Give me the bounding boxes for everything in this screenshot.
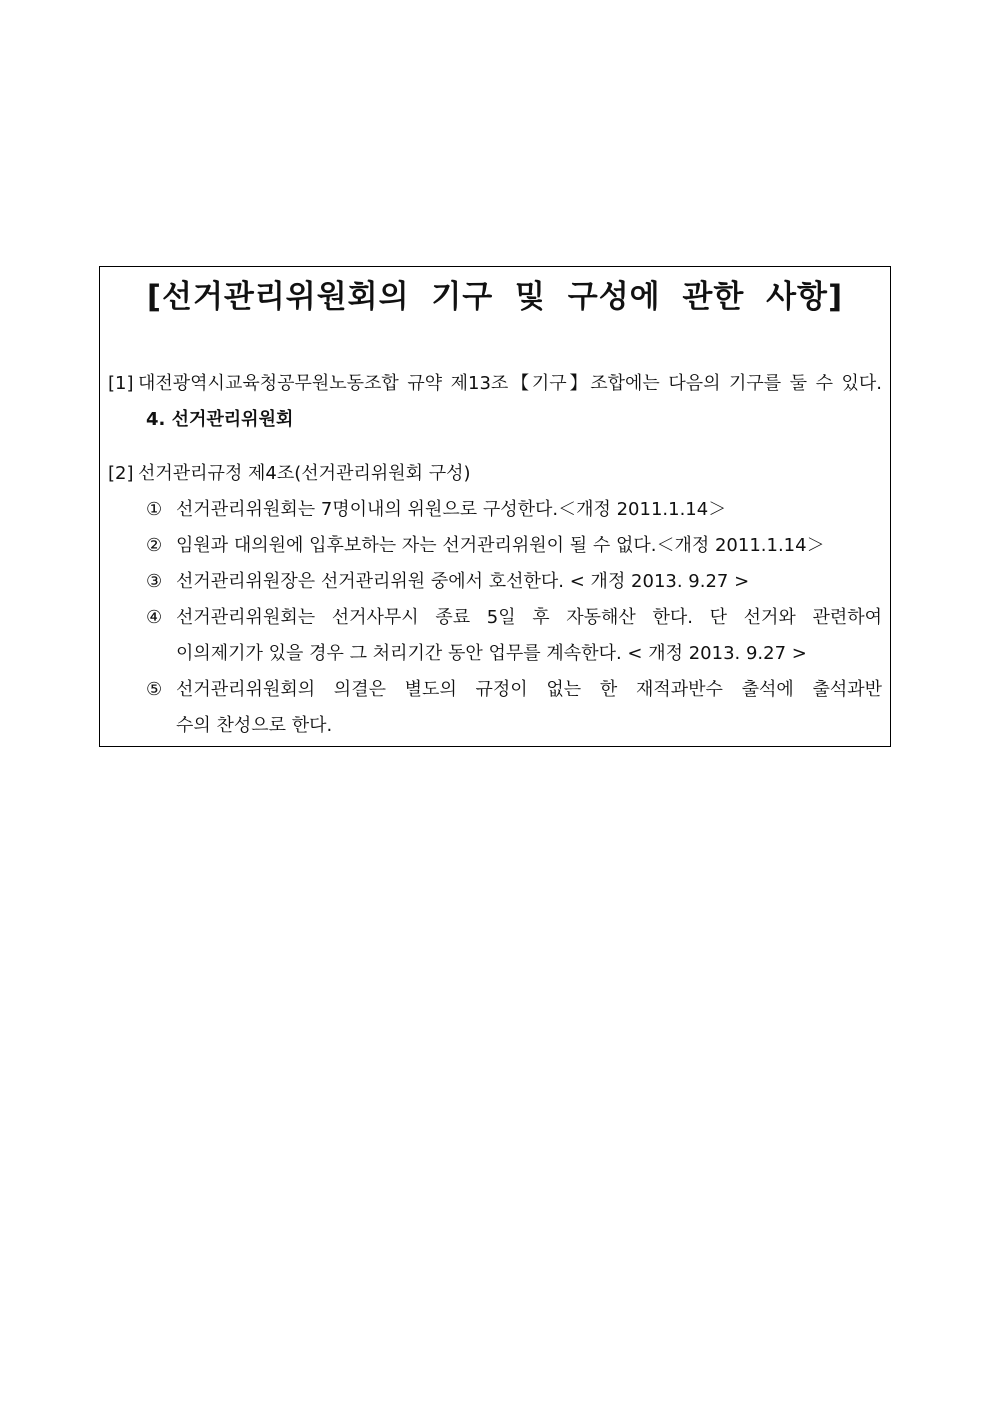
item-1-marker: ① (146, 499, 163, 520)
section-1-marker: [1] (108, 373, 134, 394)
item-3-line-1: 선거관리위원장은 선거관리위원 중에서 호선한다. < 개정 2013. 9.27 > (176, 571, 750, 592)
document-title: [선거관리위원회의 기구 및 구성에 관한 사항] (146, 279, 844, 315)
item-5-line-1: 선거관리위원회의 의결은 별도의 규정이 없는 한 재적과반수 출석에 출석과반 (176, 679, 882, 700)
item-2-marker: ② (146, 535, 163, 556)
item-4-line-1: 선거관리위원회는 선거사무시 종료 5일 후 자동해산 한다. 단 선거와 관련하여 (176, 607, 882, 628)
section-2-marker: [2] (108, 463, 134, 484)
section-2-text: 선거관리규정 제4조(선거관리위원회 구성) (138, 463, 471, 484)
item-3-marker: ③ (146, 571, 163, 592)
item-5-marker: ⑤ (146, 679, 163, 700)
item-5-line-2: 수의 찬성으로 한다. (176, 715, 333, 736)
item-2-line-1: 임원과 대의원에 입후보하는 자는 선거관리위원이 될 수 없다.＜개정 2011.1.14＞ (176, 535, 825, 556)
section-1-text: 대전광역시교육청공무원노동조합 규약 제13조【기구】조합에는 다음의 기구를 둘 수 있다. (138, 373, 882, 394)
item-1-line-1: 선거관리위원회는 7명이내의 위원으로 구성한다.＜개정 2011.1.14＞ (176, 499, 727, 520)
document-box (99, 266, 891, 747)
item-4-marker: ④ (146, 607, 163, 628)
section-1-item: 4. 선거관리위원회 (146, 409, 294, 430)
item-4-line-2: 이의제기가 있을 경우 그 처리기간 동안 업무를 계속한다. < 개정 2013. 9.27 > (176, 643, 807, 664)
